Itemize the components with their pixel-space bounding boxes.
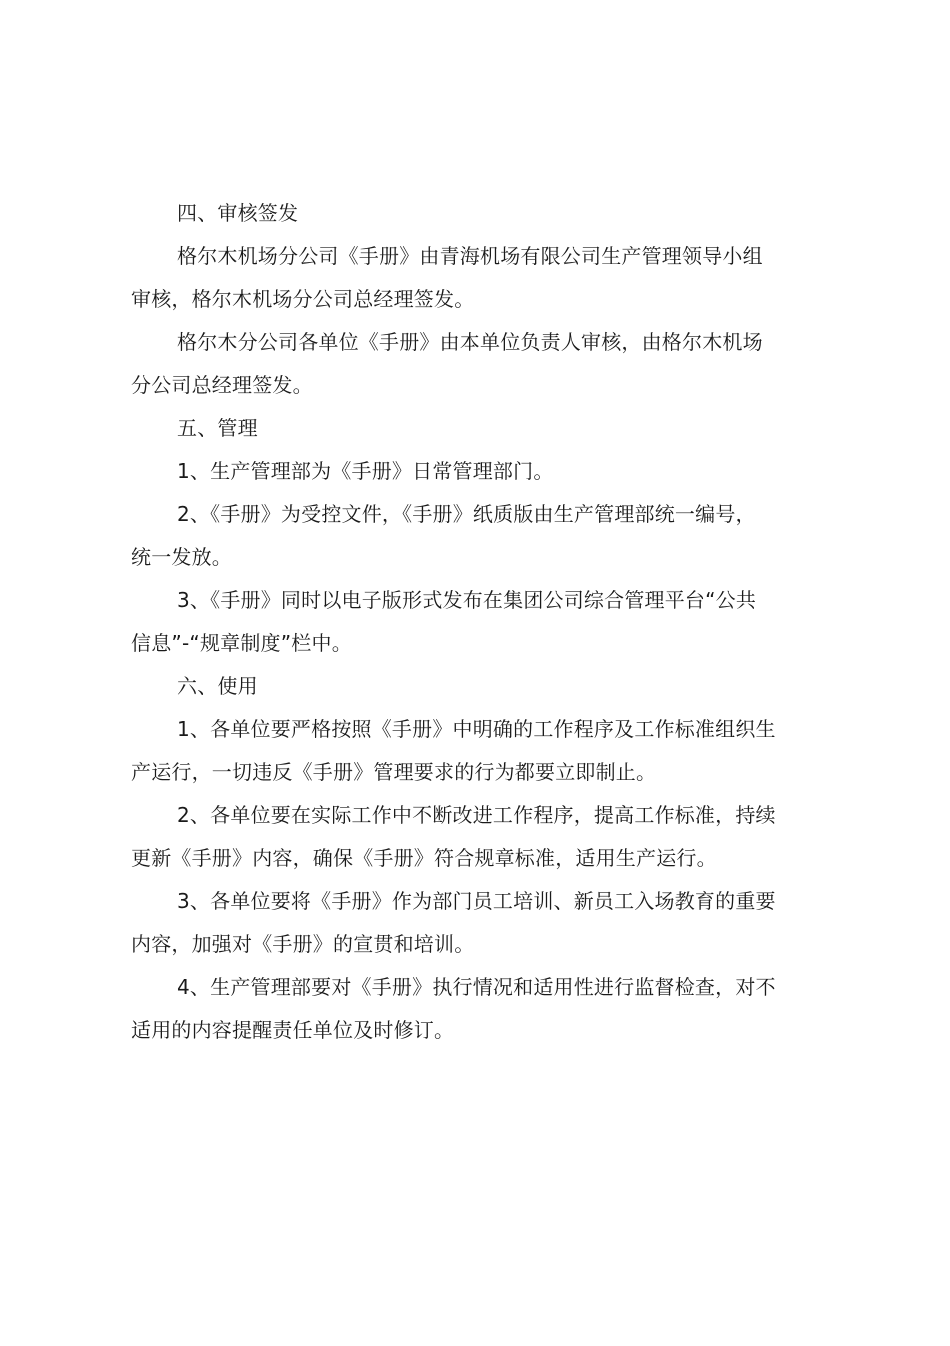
section-heading-usage: 六、使用: [177, 674, 258, 698]
document-body: [131, 192, 791, 1052]
paragraph: [131, 579, 791, 665]
paragraph-line: 4、生产管理部要对《手册》执行情况和适用性进行监督检查，对不: [177, 975, 776, 999]
paragraph: [131, 235, 791, 321]
paragraph: [131, 493, 791, 579]
paragraph: [131, 880, 791, 966]
paragraph-line: 分公司总经理签发。: [131, 373, 313, 397]
paragraph: [131, 708, 791, 794]
paragraph-line: 3、《手册》同时以电子版形式发布在集团公司综合管理平台“公共: [177, 588, 757, 612]
paragraph-line: 3、各单位要将《手册》作为部门员工培训、新员工入场教育的重要: [177, 889, 776, 913]
paragraph: [131, 450, 791, 493]
section-heading-review: 四、审核签发: [177, 201, 299, 225]
paragraph-line: 格尔木机场分公司《手册》由青海机场有限公司生产管理领导小组: [177, 244, 763, 268]
paragraph-line: 统一发放。: [131, 545, 232, 569]
paragraph-line: 内容，加强对《手册》的宣贯和培训。: [131, 932, 475, 956]
paragraph-line: 产运行，一切违反《手册》管理要求的行为都要立即制止。: [131, 760, 657, 784]
paragraph-line: 2、《手册》为受控文件，《手册》纸质版由生产管理部统一编号，: [177, 502, 756, 526]
paragraph-line: 1、生产管理部为《手册》日常管理部门。: [177, 459, 554, 483]
paragraph-line: 2、各单位要在实际工作中不断改进工作程序，提高工作标准，持续: [177, 803, 776, 827]
paragraph: [131, 794, 791, 880]
paragraph: [131, 966, 791, 1052]
paragraph-line: 审核，格尔木机场分公司总经理签发。: [131, 287, 475, 311]
paragraph-line: 更新《手册》内容，确保《手册》符合规章标准，适用生产运行。: [131, 846, 717, 870]
paragraph: [131, 321, 791, 407]
paragraph-line: 信息”-“规章制度”栏中。: [131, 631, 352, 655]
section-heading-management: 五、管理: [177, 416, 258, 440]
paragraph-line: 适用的内容提醒责任单位及时修订。: [131, 1018, 455, 1042]
paragraph-line: 1、各单位要严格按照《手册》中明确的工作程序及工作标准组织生: [177, 717, 776, 741]
paragraph-line: 格尔木分公司各单位《手册》由本单位负责人审核，由格尔木机场: [177, 330, 763, 354]
